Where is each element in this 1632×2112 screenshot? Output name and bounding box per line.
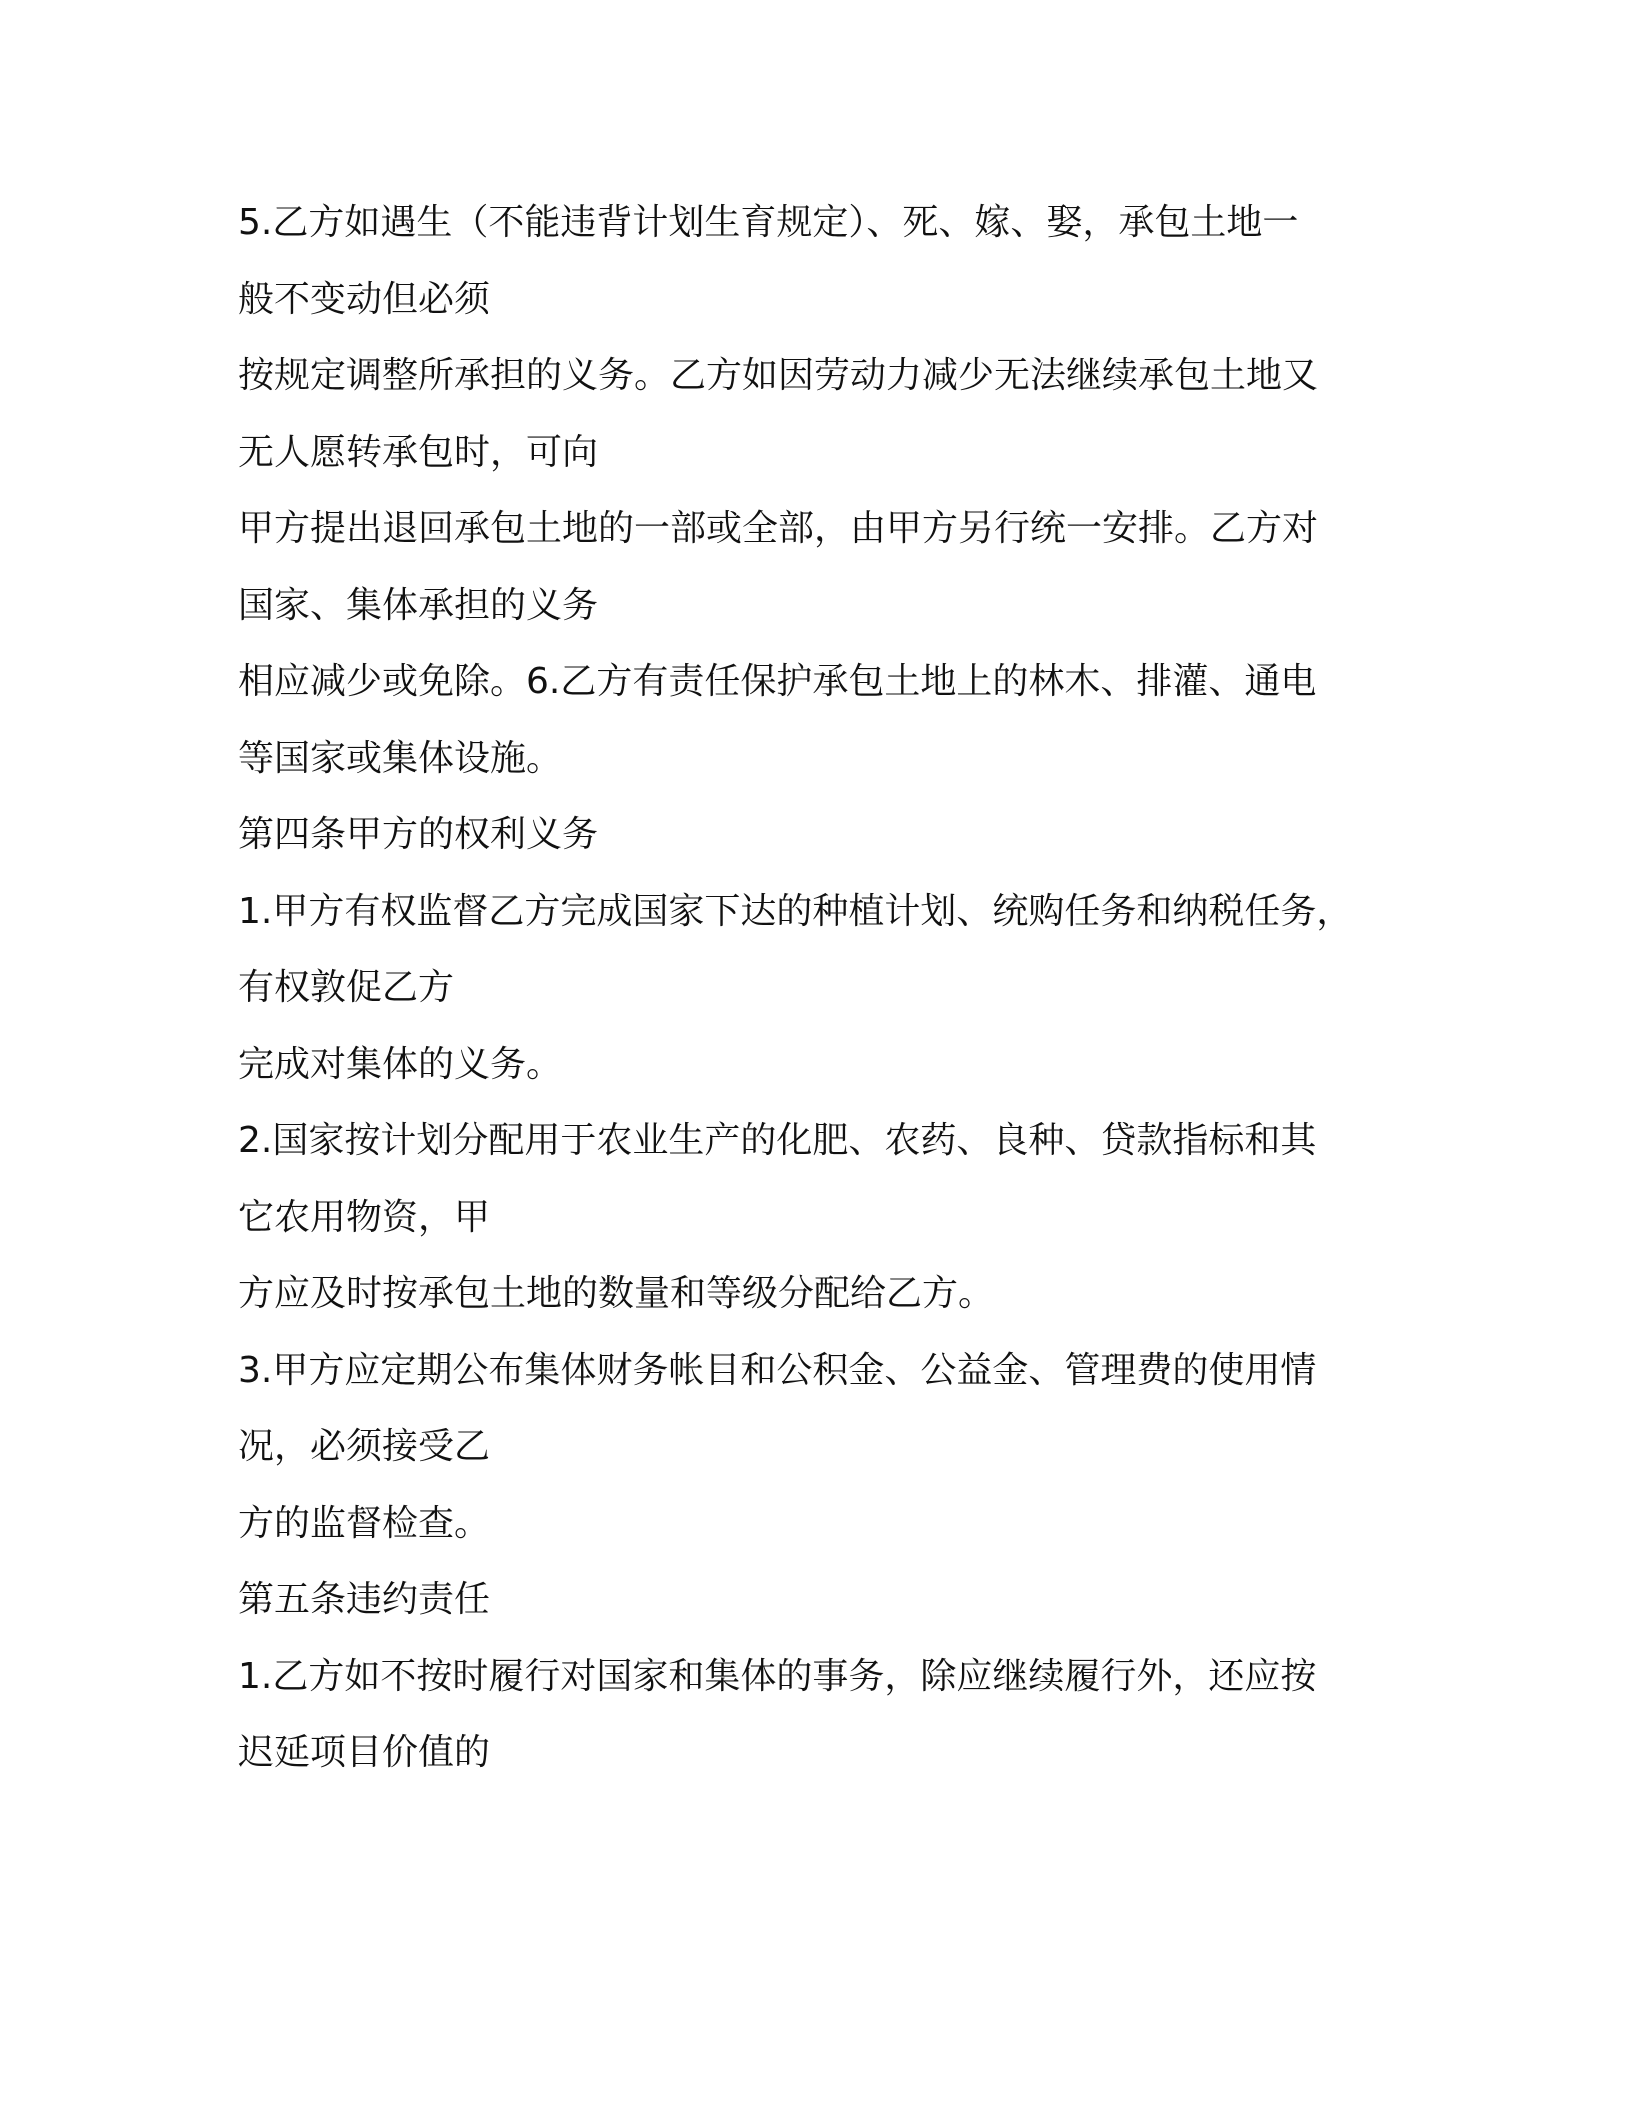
text-line: 况，必须接受乙 [238, 1426, 491, 1467]
text-line: 相应减少或免除。6.乙方有责任保护承包土地上的林木、排灌、通电 [238, 661, 1317, 702]
text-line: 完成对集体的义务。 [238, 1043, 563, 1085]
text-line: 1.乙方如不按时履行对国家和集体的事务，除应继续履行外，还应按 [238, 1655, 1317, 1697]
text-line: 2.国家按计划分配用于农业生产的化肥、农药、良种、贷款指标和其 [238, 1120, 1317, 1161]
text-line: 无人愿转承包时，可向 [238, 431, 599, 473]
text-line: 方应及时按承包土地的数量和等级分配给乙方。 [238, 1273, 995, 1314]
text-line: 方的监督检查。 [238, 1502, 491, 1544]
section-heading: 第五条违约责任 [238, 1579, 491, 1620]
text-line: 迟延项目价值的 [238, 1732, 491, 1773]
text-line: 般不变动但必须 [238, 278, 491, 320]
document-body [238, 185, 1398, 1792]
text-line: 它农用物资，甲 [238, 1196, 491, 1238]
text-line: 等国家或集体设施。 [238, 737, 563, 779]
section-heading: 第四条甲方的权利义务 [238, 814, 599, 855]
text-line: 有权敦促乙方 [238, 967, 455, 1008]
text-line: 按规定调整所承担的义务。乙方如因劳动力减少无法继续承包土地又 [238, 355, 1319, 396]
text-line: 国家、集体承担的义务 [238, 584, 599, 626]
text-line: 3.甲方应定期公布集体财务帐目和公积金、公益金、管理费的使用情 [238, 1349, 1317, 1391]
text-line: 甲方提出退回承包土地的一部或全部，由甲方另行统一安排。乙方对 [238, 508, 1319, 549]
text-line: 1.甲方有权监督乙方完成国家下达的种植计划、统购任务和纳税任务， [238, 890, 1353, 932]
text-line: 5.乙方如遇生（不能违背计划生育规定）、死、嫁、娶，承包土地一 [238, 202, 1299, 243]
